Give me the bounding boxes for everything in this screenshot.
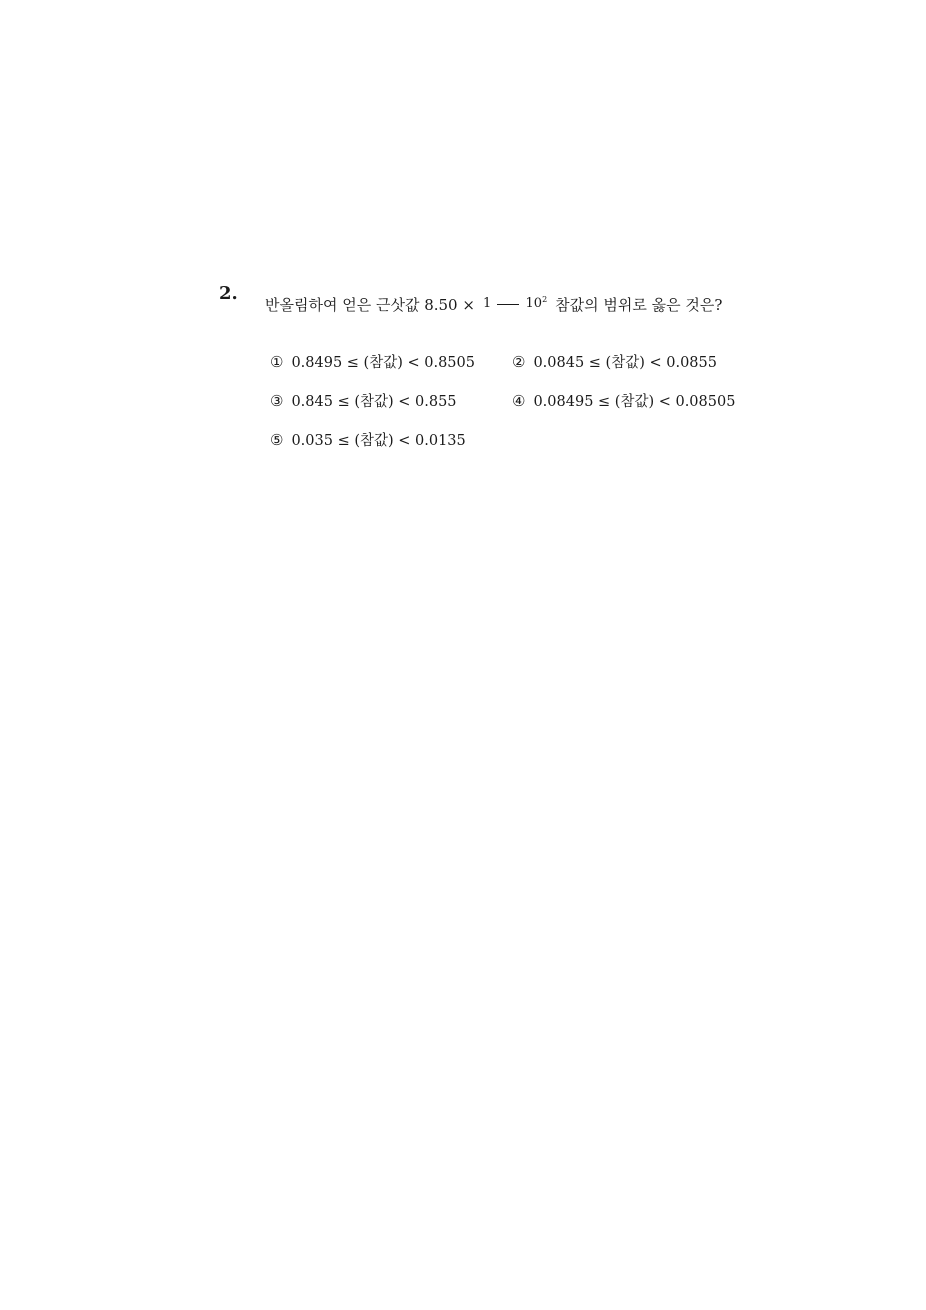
choice-3-marker: ③ bbox=[270, 391, 284, 410]
choice-4[interactable] bbox=[512, 390, 735, 411]
choice-5-text: 0.035 ≤ (참값) < 0.0135 bbox=[291, 433, 466, 449]
fraction bbox=[481, 296, 549, 312]
choice-2-marker: ② bbox=[512, 352, 526, 371]
stem-text-after: 참값의 범위로 옳은 것은? bbox=[555, 295, 723, 314]
denominator-exponent: 2 bbox=[542, 295, 548, 304]
question-stem bbox=[265, 283, 722, 325]
choice-4-text: 0.08495 ≤ (참값) < 0.08505 bbox=[533, 394, 736, 410]
fraction-denominator bbox=[524, 296, 550, 310]
choice-2[interactable] bbox=[512, 351, 717, 372]
fraction-numerator: 1 bbox=[482, 296, 492, 311]
choice-2-text: 0.0845 ≤ (참값) < 0.0855 bbox=[533, 355, 717, 371]
choice-4-marker: ④ bbox=[512, 391, 526, 410]
fraction-bar bbox=[497, 304, 519, 305]
choice-3[interactable] bbox=[270, 390, 457, 411]
question-number: 2. bbox=[219, 283, 238, 304]
choice-1[interactable] bbox=[270, 351, 475, 372]
choice-1-text: 0.8495 ≤ (참값) < 0.8505 bbox=[291, 355, 475, 371]
denominator-base: 10 bbox=[525, 296, 543, 311]
choice-5-marker: ⑤ bbox=[270, 430, 284, 449]
choice-1-marker: ① bbox=[270, 352, 284, 371]
choice-5[interactable] bbox=[270, 429, 466, 450]
choice-3-text: 0.845 ≤ (참값) < 0.855 bbox=[291, 394, 457, 410]
stem-text-before: 반올림하여 얻은 근삿값 8.50 × bbox=[265, 295, 475, 314]
